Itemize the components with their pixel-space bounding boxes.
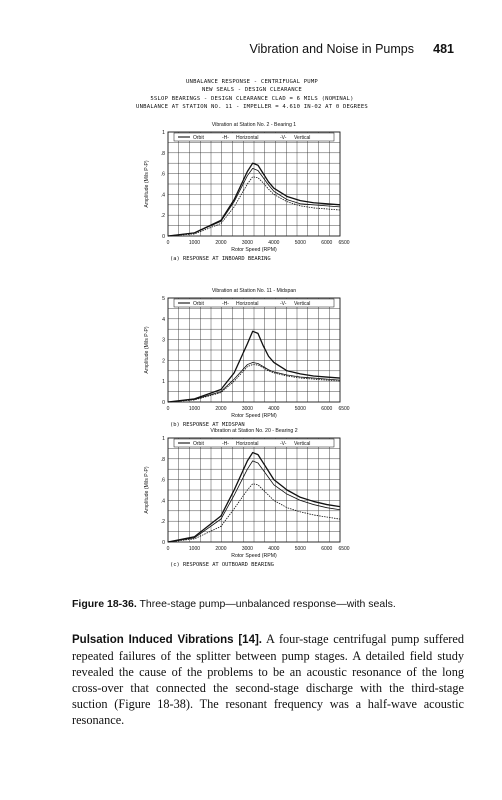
x-tick-label: 1000 [188, 546, 201, 552]
legend-label-horizontal: Horizontal [236, 301, 259, 307]
running-title: Vibration and Noise in Pumps [249, 42, 414, 56]
y-tick-label: 4 [162, 316, 165, 323]
y-tick-label: .6 [160, 477, 165, 484]
y-tick-label: .8 [160, 150, 165, 157]
chart-b [138, 284, 378, 444]
chart-subcaption: (b) RESPONSE AT MIDSPAN [170, 422, 245, 428]
x-tick-label: 6000 [321, 240, 333, 246]
legend-marker-h: -H- [222, 441, 229, 447]
chart-title: Vibration at Station No. 11 - Midspan [211, 288, 297, 294]
legend-label-vertical: Vertical [294, 301, 311, 307]
y-tick-label: 2 [162, 358, 165, 365]
x-axis-label: Rotor Speed (RPM) [231, 553, 277, 559]
paragraph-body: A four-stage centrifugal pump suffered repeated failures of the splitter between pump stages. A detailed field study revealed the cause of the problems to be an acoustic resonance of the long cross-over that connected the second-stage discharge with the third-stage suction (Figure 18-38). The resonant frequency was a half-wave acoustic resonance. [72, 632, 464, 727]
paragraph-heading: Pulsation Induced Vibrations [14]. [72, 634, 262, 646]
y-tick-label: 5 [162, 296, 165, 302]
x-tick-label: 2000 [215, 546, 227, 552]
x-axis-label: Rotor Speed (RPM) [231, 247, 277, 253]
legend-marker-h: -H- [222, 135, 229, 141]
x-tick-label: 3000 [241, 406, 253, 412]
legend-label-horizontal: Horizontal [236, 441, 259, 447]
chart-c [138, 424, 378, 584]
chart-subcaption: (c) RESPONSE AT OUTBOARD BEARING [170, 562, 274, 568]
legend-marker-h: -H- [222, 301, 229, 307]
x-tick-label: 5000 [294, 546, 306, 552]
chart-a [138, 118, 378, 278]
legend-label-horizontal: Horizontal [236, 135, 259, 141]
x-tick-label: 1000 [188, 406, 201, 412]
x-tick-label: 6000 [321, 406, 333, 412]
legend-marker-v: -V- [280, 135, 287, 141]
x-tick-label: 4000 [268, 546, 280, 552]
legend-marker-v: -V- [280, 301, 287, 307]
legend-label-orbit: Orbit [193, 441, 204, 447]
x-tick-label: 0 [166, 546, 170, 552]
y-tick-label: .2 [160, 519, 165, 526]
body-paragraph [72, 632, 464, 728]
running-header [0, 42, 502, 58]
figure-caption-text: Three-stage pump—unbalanced response—with seals. [139, 598, 396, 610]
y-tick-label: 0 [162, 234, 165, 240]
chart-caption-line: UNBALANCE AT STATION NO. 11 - IMPELLER = 4.610 IN-02 AT 0 DEGREES [136, 103, 368, 110]
x-tick-label: 4000 [268, 240, 280, 246]
y-tick-label: .4 [160, 192, 165, 199]
x-tick-label: 2000 [215, 240, 227, 246]
y-axis-label: Amplitude (Mils P-P) [144, 466, 150, 514]
chart-subcaption: (a) RESPONSE AT INBOARD BEARING [170, 256, 271, 262]
y-tick-label: 1 [162, 436, 165, 442]
legend-label-orbit: Orbit [193, 301, 204, 307]
chart-caption-line: 5SLOP BEARINGS - DESIGN CLEARANCE CLAD = 6 MILS (NOMINAL) [150, 95, 354, 102]
chart-panel-c [138, 424, 378, 584]
x-tick-label: 1000 [188, 240, 201, 246]
chart-title: Vibration at Station No. 2 - Bearing 1 [211, 122, 297, 128]
y-tick-label: .6 [160, 171, 165, 178]
chart-caption-line: NEW SEALS - DESIGN CLEARANCE [202, 87, 302, 94]
y-axis-label: Amplitude (Mils P-P) [144, 160, 150, 208]
chart-title: Vibration at Station No. 20 - Bearing 2 [210, 428, 298, 434]
x-tick-label: 0 [166, 406, 170, 412]
y-tick-label: .8 [160, 456, 165, 463]
chart-panel-a [138, 118, 378, 278]
x-tick-label: 2000 [215, 406, 227, 412]
page-number: 481 [433, 42, 454, 56]
y-tick-label: 0 [162, 400, 165, 406]
x-tick-label: 3000 [241, 546, 253, 552]
legend-label-vertical: Vertical [294, 135, 311, 141]
x-tick-label: 3000 [241, 240, 253, 246]
chart-caption-block [62, 78, 442, 111]
y-axis-label: Amplitude (Mils P-P) [144, 326, 150, 374]
chart-legend [174, 133, 334, 141]
chart-legend [174, 439, 334, 447]
chart-panel-b [138, 284, 378, 444]
figure-caption [72, 598, 472, 610]
y-tick-label: .4 [160, 498, 165, 505]
x-axis-label: Rotor Speed (RPM) [231, 413, 277, 419]
y-tick-label: 0 [162, 540, 165, 546]
y-tick-label: 3 [162, 337, 165, 344]
x-tick-label: 6500 [338, 546, 350, 552]
chart-caption-line: UNBALANCE RESPONSE - CENTRIFUGAL PUMP [185, 79, 318, 85]
y-tick-label: 1 [162, 379, 165, 386]
legend-label-vertical: Vertical [294, 441, 311, 447]
x-tick-label: 6500 [338, 240, 350, 246]
legend-label-orbit: Orbit [193, 135, 204, 141]
x-tick-label: 5000 [294, 240, 306, 246]
y-tick-label: .2 [160, 213, 165, 220]
x-tick-label: 6500 [338, 406, 350, 412]
x-tick-label: 6000 [321, 546, 333, 552]
x-tick-label: 5000 [294, 406, 306, 412]
figure-label: Figure 18-36. [72, 598, 137, 610]
chart-legend [174, 299, 334, 307]
y-tick-label: 1 [162, 130, 165, 136]
x-tick-label: 4000 [268, 406, 280, 412]
x-tick-label: 0 [166, 240, 170, 246]
legend-marker-v: -V- [280, 441, 287, 447]
